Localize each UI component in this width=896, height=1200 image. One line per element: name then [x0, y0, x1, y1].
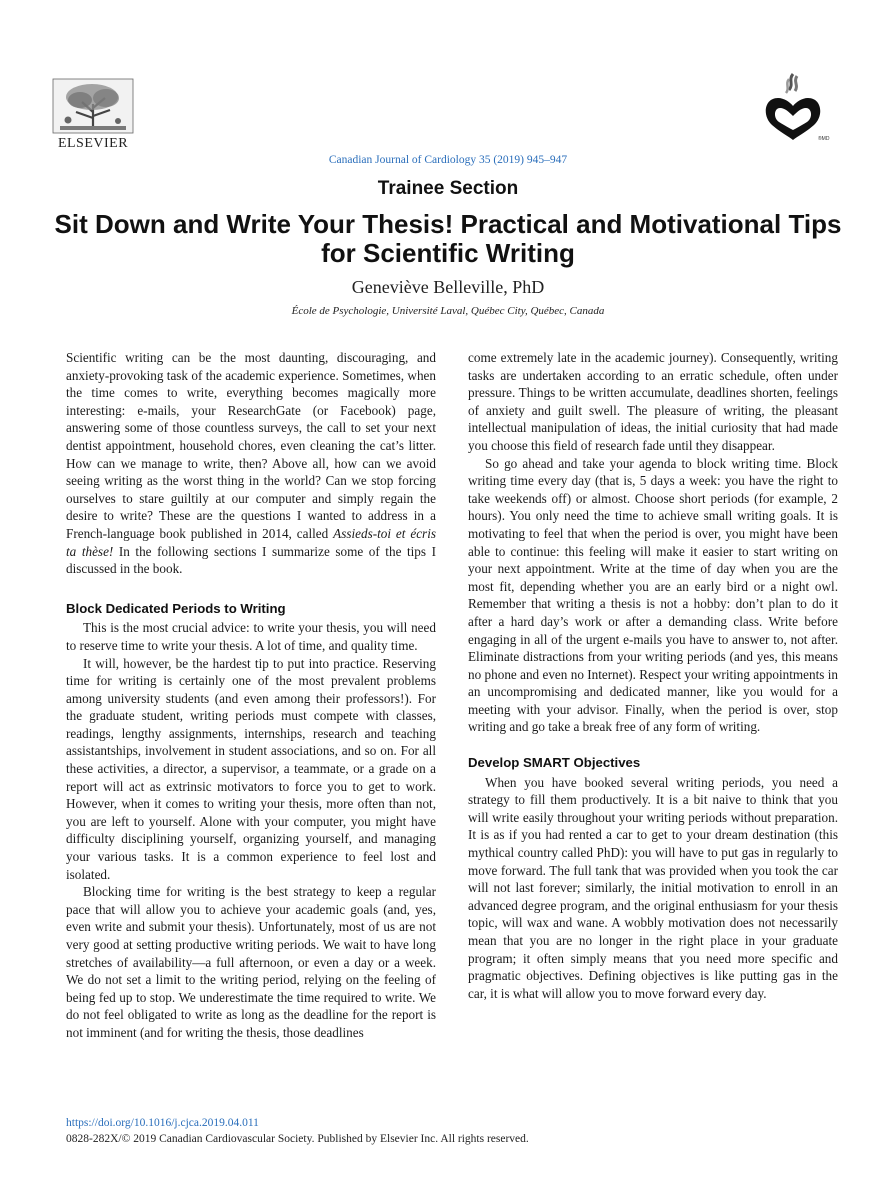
- copyright-line: 0828-282X/© 2019 Canadian Cardiovascular Society. Published by Elsevier Inc. All rights reserved.: [66, 1133, 529, 1145]
- left-column: [66, 349, 436, 1042]
- intro-text-1: Scientific writing can be the most daunting, discouraging, and anxiety-provoking task of the academic experience. Sometimes, when the time comes to write, everything becomes magically more interesting: e-mails, your ResearchGate (or Facebook) page, answering some of those countless surveys, the call to set your next dentist appointment, household chores, even cleaning the cat’s litter. How can we manage to write, then? Above all, how can we avoid seeing writing as the worst thing in the world? Can we stop forcing ourselves to stare guiltily at our computer and simply regain the desire to write? These are the questions I wanted to address in a French-language book published in 2014, called: [66, 350, 436, 541]
- elsevier-tree-logo-icon: [52, 78, 134, 134]
- author-affiliation: École de Psychologie, Université Laval, Québec City, Québec, Canada: [291, 305, 605, 317]
- elsevier-logo: [52, 78, 134, 152]
- body-paragraph: It will, however, be the hardest tip to put into practice. Reserving time for writing is certainly one of the most prevalent problems among university students (and even among their professors!). For the graduate student, writing periods must compete with classes, readings, lengthy assignments, internships, research and teaching assistantships, involvement in student associations, and so on. For all these activities, a director, a supervisor, a teammate, or a grade on a report will act as extrinsic motivators to force you to get to work. However, when it comes to writing your thesis, more often than not, you are left to yourself. Alone with your computer, you might have difficulty disciplining yourself, organizing yourself, and managing your various tasks. It is a common experience to feel lost and isolated.: [66, 655, 436, 882]
- body-paragraph-continued: come extremely late in the academic journey). Consequently, writing tasks are undertaken according to an erratic schedule, often under pressure. Things to be written accumulate, deadlines shorten, feelings of anxiety and guilt swell. The pleasure of writing, the pleasant intellectual manipulation of ideas, the initial curiosity that had made you choose this field of research fade until they disappear.: [468, 350, 838, 453]
- body-paragraph: When you have booked several writing periods, you need a strategy to fill them productively. It is a bit naive to think that you will write easily throughout your writing periods without preparation. It is as if you had rented a car to get to your dream destination (this mythical country called PhD): you will have to put gas in regularly to move forward. The full tank that was provided when you took the car will not last forever; similarly, the initial motivation to enroll in an advanced degree program, and the original enthusiasm for your thesis topic, will wax and wane. A wobbly motivation does not necessarily mean that you are no longer in the right place in your graduate program; it often simply means that you need more specific and pragmatic objectives. Defining objectives is like putting gas in the car, it is what will allow you to move forward every day.: [468, 774, 838, 1001]
- body-paragraph: This is the most crucial advice: to write your thesis, you will need to reserve time to write your thesis. A lot of time, and quality time.: [66, 620, 436, 653]
- body-paragraph: So go ahead and take your agenda to block writing time. Block writing time every day (that is, 5 days a week: you have the right to take weekends off) or almost. Choose short periods (for example, 2 hours). You only need the time to achieve small writing goals. It is motivating to feel that when the period is over, you might have been able to continue: this feeling will make it easier to start writing on your next appointment. Write at the time of day when you are the most fit, depending whether you are an early bird or a night owl. Remember that writing a thesis is not a hobby: don’t plan to do it after a hard day’s work or after a demanding class. Write before engaging in all of the urgent e-mails you have to answer to, not after. Eliminate distractions from your writing periods (and yes, this means no phone and even no Internet). Respect your writing appointments in an uncompromising and dedicated manner, like you would for a meeting with your advisor. Finally, when the period is over, stop writing and go take a break free of any form of writing.: [468, 455, 838, 735]
- intro-text-2: In the following sections I summarize some of the tips I discussed in the book.: [66, 543, 436, 577]
- article-title: Sit Down and Write Your Thesis! Practical and Motivational Tips for Scientific Writing: [54, 209, 842, 268]
- society-logo: [758, 70, 828, 142]
- section-heading-block-periods: Block Dedicated Periods to Writing: [66, 600, 286, 616]
- doi-link[interactable]: https://doi.org/10.1016/j.cjca.2019.04.011: [66, 1117, 259, 1129]
- journal-citation[interactable]: Canadian Journal of Cardiology 35 (2019) 945–947: [328, 154, 568, 166]
- intro-paragraph: [66, 349, 436, 578]
- section-label: Trainee Section: [377, 178, 519, 199]
- section-heading-smart-objectives: Develop SMART Objectives: [468, 755, 641, 771]
- ccs-heart-logo-icon: [758, 70, 828, 142]
- book-title: Assieds-toi et écris ta thèse!: [66, 525, 436, 559]
- publisher-name: ELSEVIER: [57, 136, 129, 151]
- svg-text:®MD: ®MD: [818, 136, 830, 142]
- right-column: [468, 349, 838, 1002]
- author-name: Geneviève Belleville, PhD: [351, 277, 545, 297]
- body-paragraph: Blocking time for writing is the best strategy to keep a regular pace that will allow you to achieve your academic goals (and, yes, even write and submit your thesis). Unfortunately, most of us are not very good at setting productive writing periods. We wait to have long stretches of availability—a full afternoon, or even a day or a week. We do not set a limit to the writing period, relying on the feeling of being fed up to stop. We underestimate the time required to write. We do not feel obligated to write as long as the deadline for the report is not imminent (and for writing the thesis, those deadlines: [66, 884, 436, 1040]
